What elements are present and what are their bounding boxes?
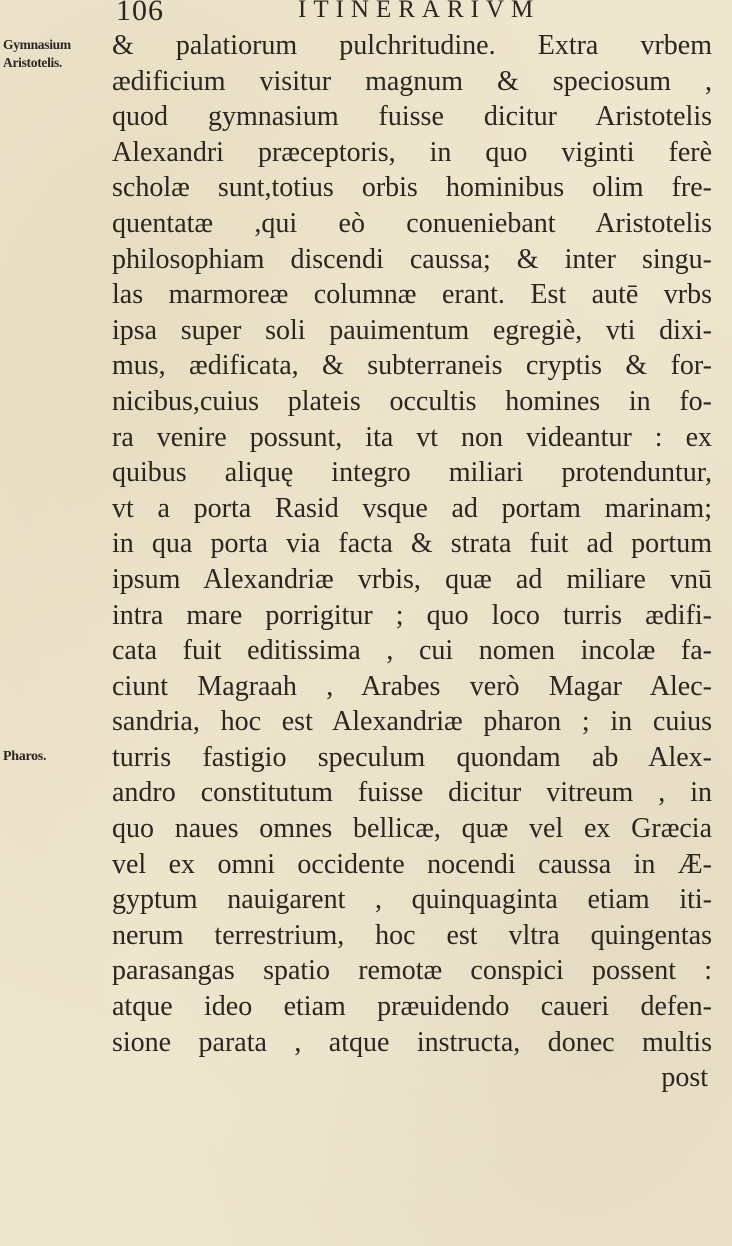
main-text-block	[112, 28, 712, 1096]
text-line: Alexandri præceptoris, in quo viginti ferè	[112, 136, 712, 168]
text-line: nerum terrestrium, hoc est vltra quingentas	[112, 919, 712, 951]
text-line: ædificium visitur magnum & speciosum ,	[112, 65, 712, 97]
text-line: ciunt Magraah , Arabes verò Magar Alec-	[112, 670, 712, 702]
margin-note-gymnasium	[3, 36, 103, 73]
text-line: philosophiam discendi caussa; & inter singu-	[112, 243, 712, 275]
text-line: quo naues omnes bellicæ, quæ vel ex Græcia	[112, 813, 712, 845]
text-line: gyptum nauigarent , quinquaginta etiam iti-	[112, 884, 712, 916]
text-line: ipsa super soli pauimentum egregiè, vti dixi-	[112, 314, 712, 346]
text-line: turris fastigio speculum quondam ab Alex-	[112, 741, 712, 773]
text-line: vt a porta Rasid vsque ad portam marinam;	[112, 492, 712, 524]
text-line: ra venire possunt, ita vt non videantur : ex	[112, 421, 712, 453]
text-line: in qua porta via facta & strata fuit ad portum	[112, 528, 712, 560]
running-head	[0, 0, 732, 30]
text-line: vel ex omni occidente nocendi caussa in Æ-	[112, 848, 712, 880]
text-line: parasangas spatio remotæ conspici possent :	[112, 955, 712, 987]
text-line: sione parata , atque instructa, donec multis	[112, 1026, 712, 1058]
text-line: scholæ sunt,totius orbis hominibus olim fre-	[112, 172, 712, 204]
text-line: las marmoreæ columnæ erant. Est autē vrbs	[112, 279, 712, 311]
text-line: ipsum Alexandriæ vrbis, quæ ad miliare vnū	[112, 563, 712, 595]
text-line: quibus aliquę integro miliari protenduntur,	[112, 457, 712, 489]
running-title: ITINERARIVM	[298, 0, 541, 23]
page-number: 106	[116, 0, 164, 27]
catchword: post	[661, 1062, 708, 1094]
margin-note-gymnasium-text: Gymnasium Aristotelis.	[3, 37, 71, 70]
margin-note-pharos	[3, 748, 46, 766]
text-line: atque ideo etiam præuidendo caueri defen-	[112, 991, 712, 1023]
text-line: mus, ædificata, & subterraneis cryptis & for-	[112, 350, 712, 382]
text-line: andro constitutum fuisse dicitur vitreum , in	[112, 777, 712, 809]
text-line: nicibus,cuius plateis occultis homines in fo-	[112, 385, 712, 417]
text-line: cata fuit editissima , cui nomen incolæ fa-	[112, 635, 712, 667]
text-line: quentatæ ,qui eò conueniebant Aristotelis	[112, 207, 712, 239]
text-line: intra mare porrigitur ; quo loco turris ædifi-	[112, 599, 712, 631]
text-line: sandria, hoc est Alexandriæ pharon ; in cuius	[112, 706, 712, 738]
text-line: quod gymnasium fuisse dicitur Aristotelis	[112, 101, 712, 133]
margin-note-pharos-text: Pharos.	[3, 749, 47, 764]
text-line: & palatiorum pulchritudine. Extra vrbem	[112, 30, 712, 61]
